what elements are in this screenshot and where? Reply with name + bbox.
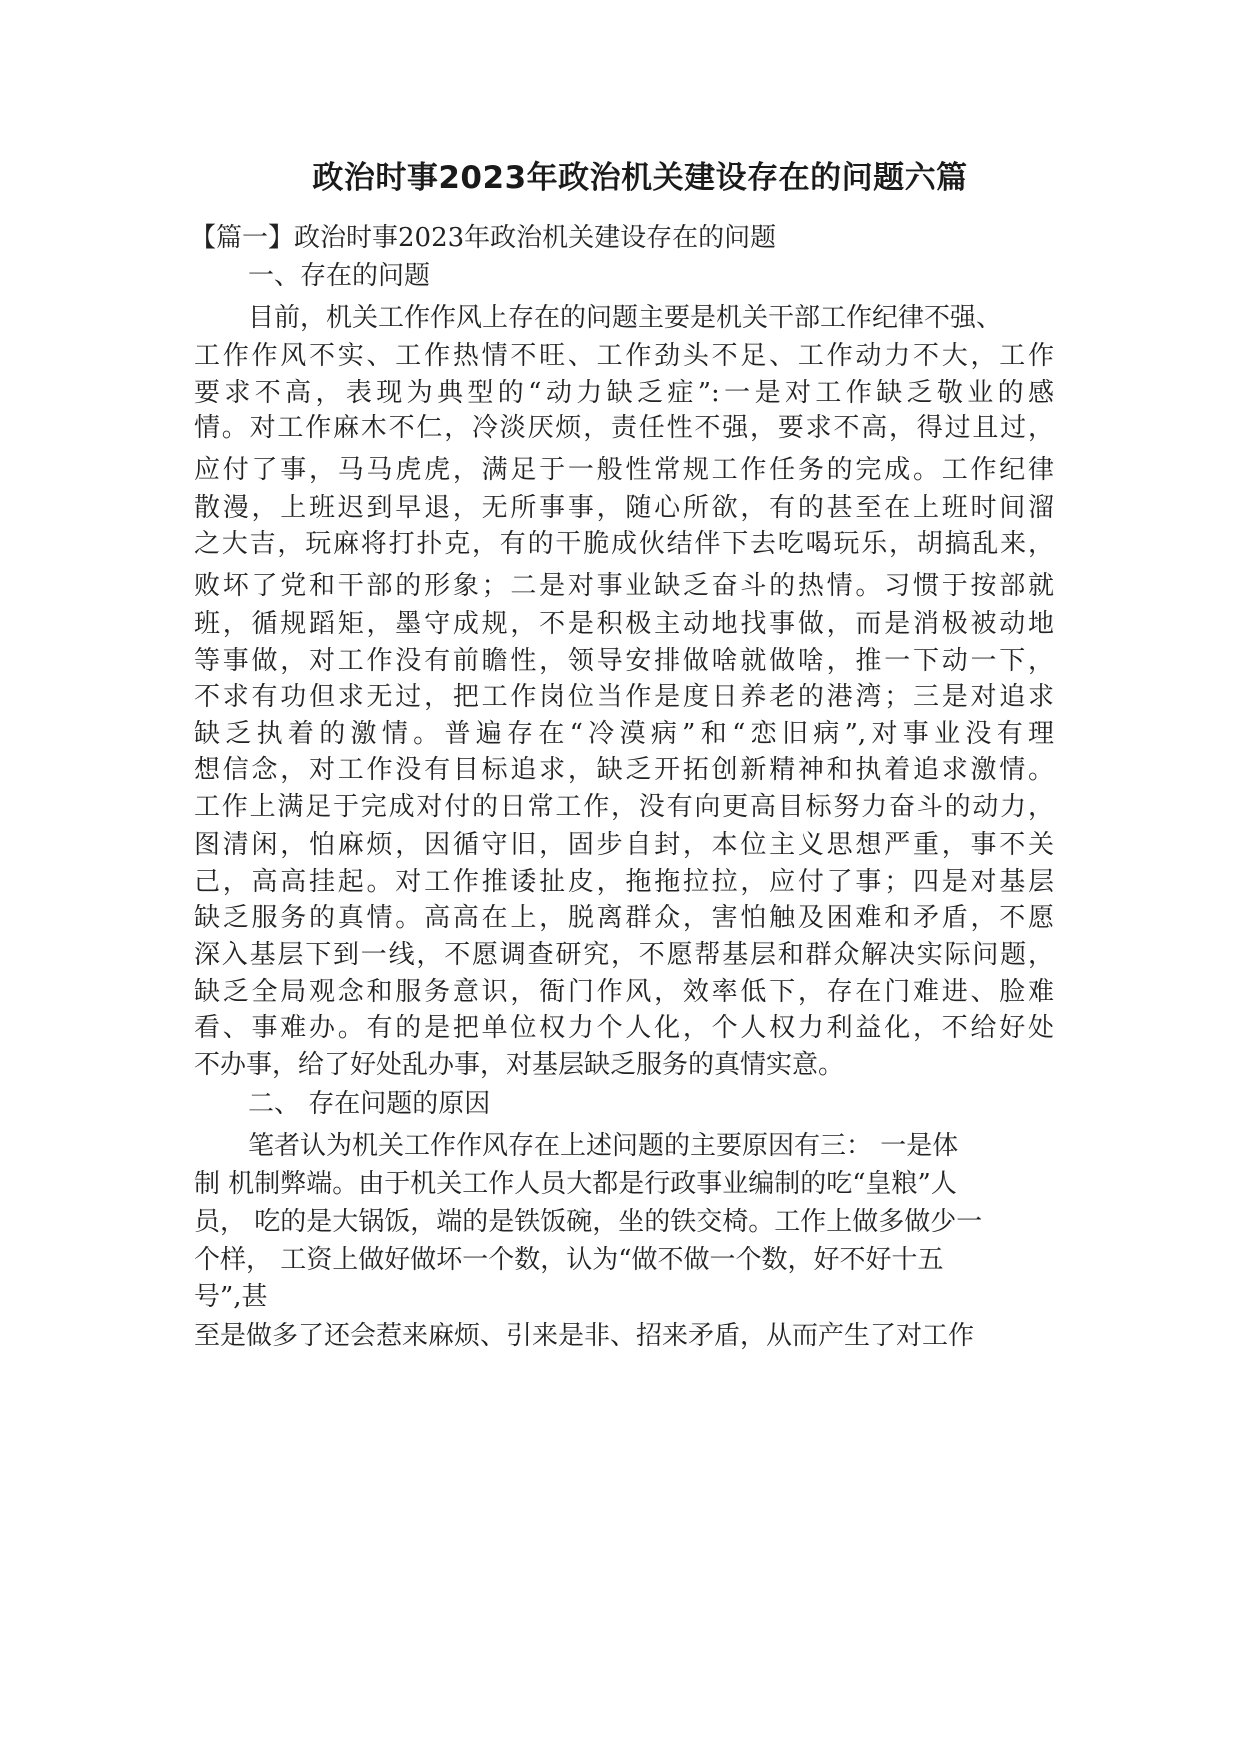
paragraph-line: 图清闲，怕麻烦，因循守旧，固步自封，本位主义思想严重，事不关 <box>194 830 1054 860</box>
paragraph-line: 制 机制弊端。由于机关工作人员大都是行政事业编制的吃“皇粮”人 <box>194 1169 957 1199</box>
paragraph-line: 工作作风不实、工作热情不旺、工作劲头不足、工作动力不大，工作 <box>194 341 1054 371</box>
paragraph-line: 工作上满足于完成对付的日常工作，没有向更高目标努力奋斗的动力， <box>194 792 1054 822</box>
paragraph-line: 败坏了党和干部的形象；二是对事业缺乏奋斗的热情。习惯于按部就 <box>194 571 1054 601</box>
paragraph-line: 员， 吃的是大锅饭，端的是铁饭碗，坐的铁交椅。工作上做多做少一 <box>194 1207 983 1237</box>
paragraph-line: 散漫，上班迟到早退，无所事事，随心所欲，有的甚至在上班时间溜 <box>194 493 1054 523</box>
paragraph-line: 深入基层下到一线，不愿调查研究，不愿帮基层和群众解决实际问题， <box>194 940 1054 970</box>
subheading-problems: 一、存在的问题 <box>248 261 431 291</box>
paragraph-line: 缺乏全局观念和服务意识，衙门作风，效率低下，存在门难进、脸难 <box>194 977 1054 1007</box>
section-heading-1: 【篇一】政治时事2023年政治机关建设存在的问题 <box>190 223 777 253</box>
paragraph-line: 情。对工作麻木不仁，冷淡厌烦，责任性不强，要求不高，得过且过， <box>194 413 1054 443</box>
document-title: 政治时事2023年政治机关建设存在的问题六篇 <box>312 160 968 196</box>
paragraph-line: 要求不高，表现为典型的“动力缺乏症”:一是对工作缺乏敬业的感 <box>194 378 1054 408</box>
paragraph-line: 等事做，对工作没有前瞻性，领导安排做啥就做啥，推一下动一下， <box>194 646 1054 676</box>
paragraph-line: 至是做多了还会惹来麻烦、引来是非、招来矛盾，从而产生了对工作 <box>194 1321 975 1351</box>
paragraph-line: 之大吉，玩麻将打扑克，有的干脆成伙结伴下去吃喝玩乐，胡搞乱来， <box>194 529 1054 559</box>
paragraph-line: 笔者认为机关工作作风存在上述问题的主要原因有三： 一是体 <box>248 1131 959 1161</box>
paragraph-line: 个样， 工资上做好做坏一个数，认为“做不做一个数，好不好十五 <box>194 1245 944 1275</box>
paragraph-line: 不求有功但求无过，把工作岗位当作是度日养老的港湾；三是对追求 <box>194 682 1054 712</box>
paragraph-line: 号”,甚 <box>194 1282 268 1312</box>
paragraph-line: 目前，机关工作作风上存在的问题主要是机关干部工作纪律不强、 <box>248 303 1003 333</box>
paragraph-line: 己，高高挂起。对工作推诿扯皮，拖拖拉拉，应付了事；四是对基层 <box>194 867 1054 897</box>
subheading-causes: 二、 存在问题的原因 <box>248 1089 491 1119</box>
paragraph-line: 不办事，给了好处乱办事，对基层缺乏服务的真情实意。 <box>194 1050 845 1080</box>
paragraph-line: 想信念，对工作没有目标追求，缺乏开拓创新精神和执着追求激情。 <box>194 755 1054 785</box>
paragraph-line: 应付了事，马马虎虎，满足于一般性常规工作任务的完成。工作纪律 <box>194 455 1054 485</box>
paragraph-line: 缺乏服务的真情。高高在上，脱离群众，害怕触及困难和矛盾，不愿 <box>194 903 1054 933</box>
paragraph-line: 缺乏执着的激情。普遍存在“冷漠病”和“恋旧病”,对事业没有理 <box>194 719 1054 749</box>
paragraph-line: 看、事难办。有的是把单位权力个人化，个人权力利益化，不给好处 <box>194 1013 1054 1043</box>
paragraph-line: 班，循规蹈矩，墨守成规，不是积极主动地找事做，而是消极被动地 <box>194 609 1054 639</box>
